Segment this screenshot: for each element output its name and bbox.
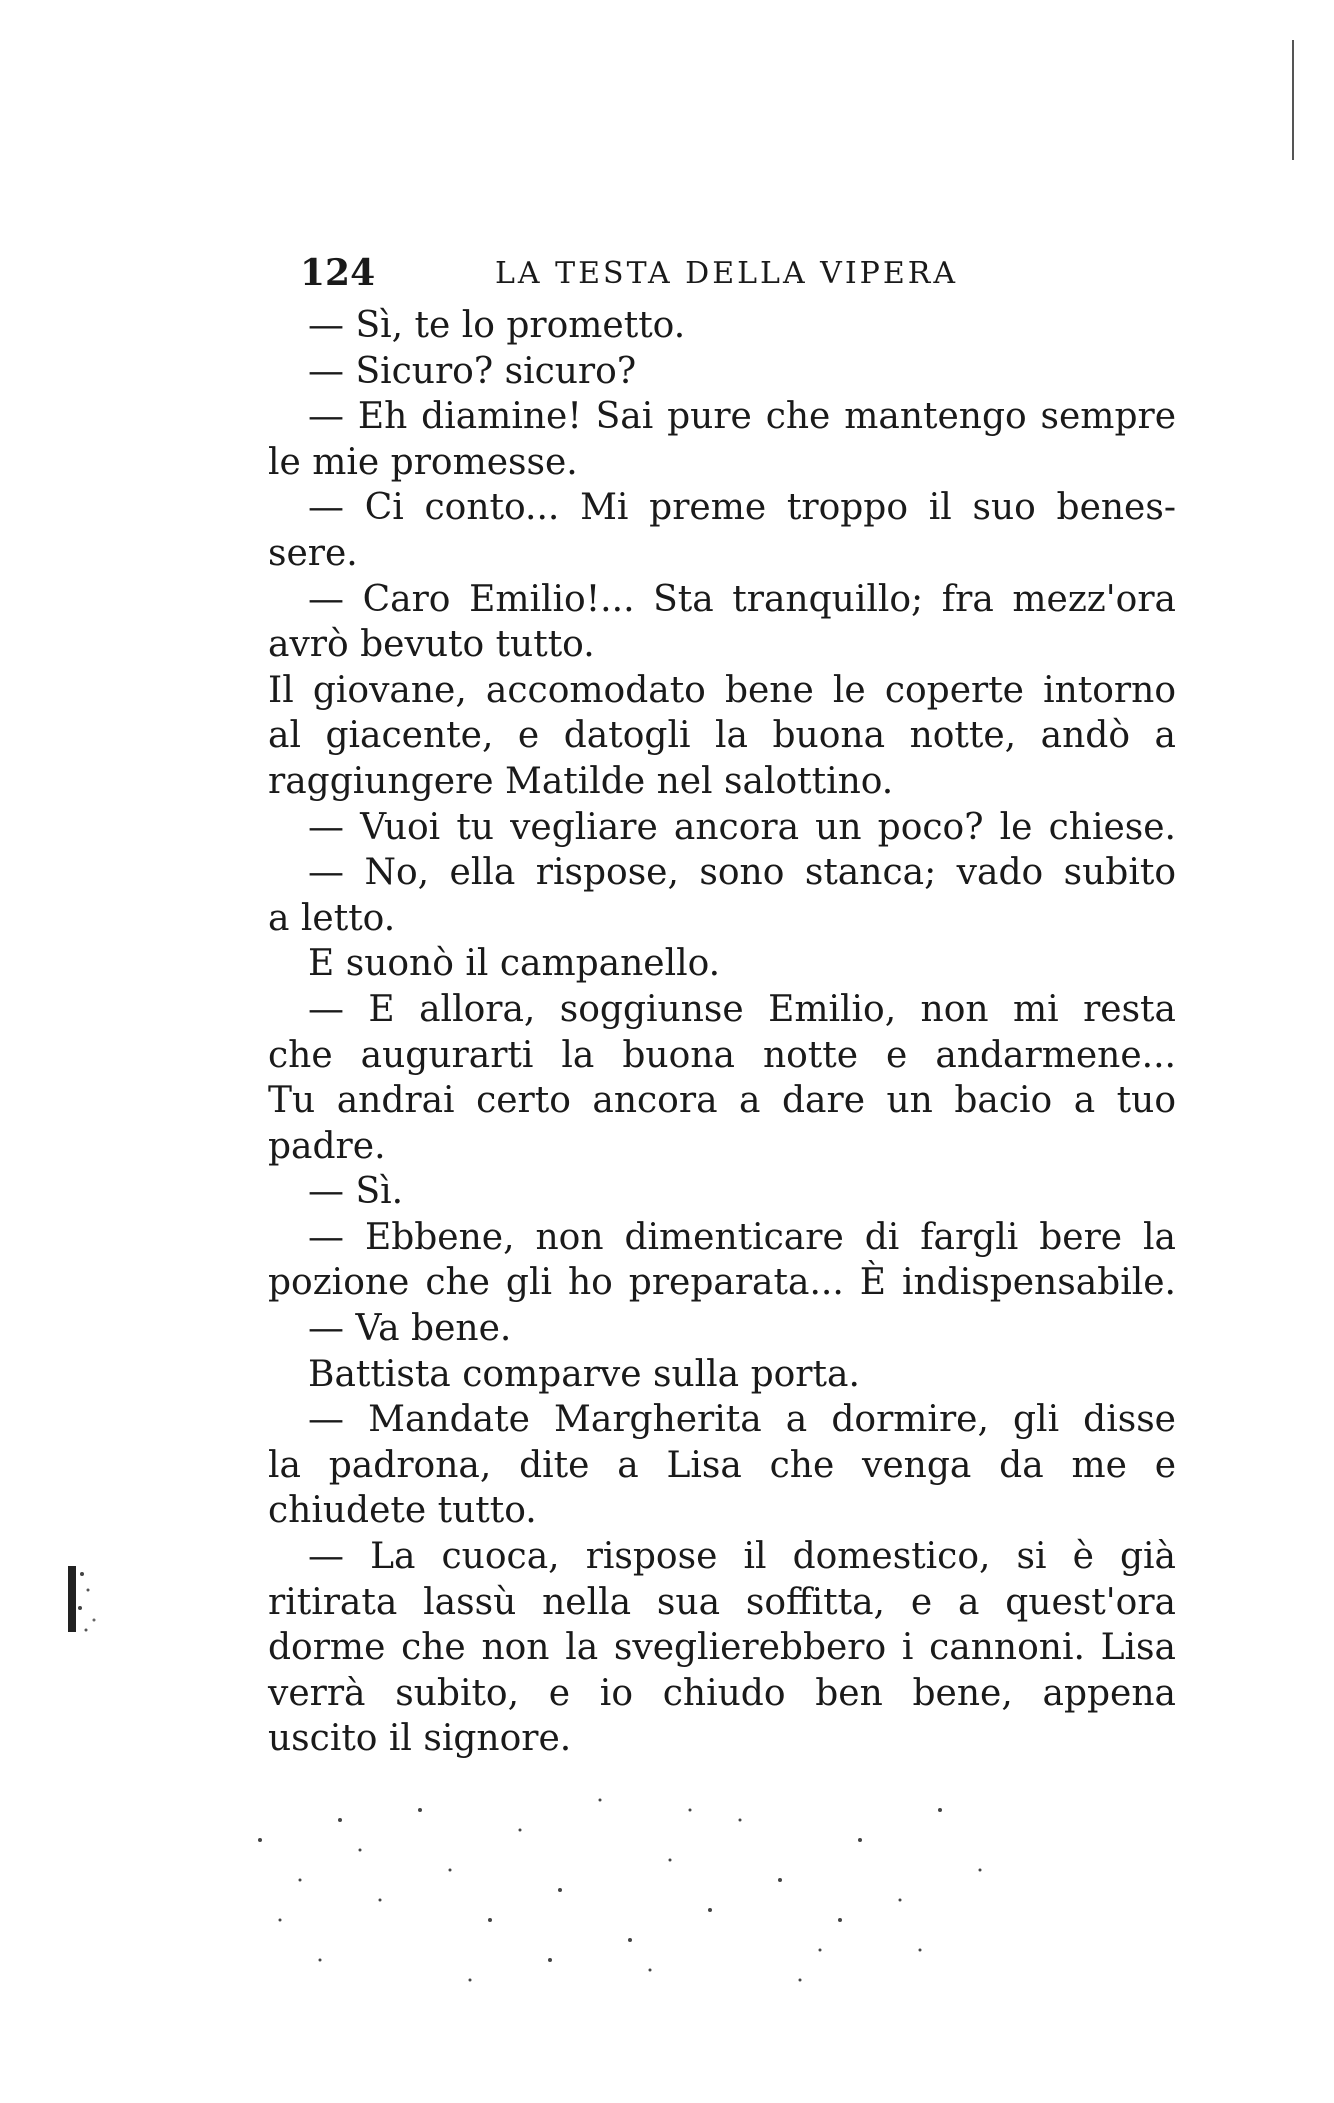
text-line: Il giovane, accomodato bene le coperte intorno [268, 669, 1176, 711]
text-line: — E allora, soggiunse Emilio, non mi resta [308, 988, 1176, 1030]
text-line: le mie promesse. [268, 441, 578, 483]
text-line: Tu andrai certo ancora a dare un bacio a tuo [268, 1080, 1176, 1122]
text-line: — Caro Emilio!... Sta tranquillo; fra mezz'ora [308, 578, 1176, 620]
text-line: — No, ella rispose, sono stanca; vado subito [308, 852, 1176, 894]
text-line: — Mandate Margherita a dormire, gli disse [308, 1399, 1176, 1441]
text-line: dorme che non la sveglierebbero i cannoni. Lisa [268, 1627, 1176, 1669]
text-line: Battista comparve sulla porta. [308, 1353, 860, 1395]
bottom-speckle [220, 1780, 1040, 2000]
text-line: raggiungere Matilde nel salottino. [268, 760, 894, 802]
page-number: 124 [300, 252, 376, 294]
text-line: — Ebbene, non dimenticare di fargli bere la [308, 1216, 1176, 1258]
text-line: — Sicuro? sicuro? [308, 350, 637, 392]
text-line: — Ci conto... Mi preme troppo il suo benes- [308, 487, 1176, 529]
text-line: — La cuoca, rispose il domestico, si è già [308, 1536, 1176, 1578]
page-header [300, 252, 1180, 300]
page-edge-rule [1292, 40, 1294, 160]
text-line: E suonò il campanello. [308, 943, 721, 985]
text-line: la padrona, dite a Lisa che venga da me e [268, 1444, 1176, 1486]
body-text [268, 303, 1176, 1762]
text-line: — Eh diamine! Sai pure che mantengo sempre [308, 396, 1176, 438]
text-line: al giacente, e datogli la buona notte, andò a [268, 715, 1176, 757]
text-line: — Sì. [308, 1171, 404, 1213]
text-line: — Va bene. [308, 1308, 512, 1350]
text-line: a letto. [268, 897, 396, 939]
text-line: ritirata lassù nella sua soffitta, e a quest'ora [268, 1581, 1176, 1623]
text-line: — Vuoi tu vegliare ancora un poco? le chiese. [308, 806, 1176, 848]
text-line: verrà subito, e io chiudo ben bene, appena [268, 1672, 1176, 1714]
text-line: padre. [268, 1125, 386, 1167]
text-line: che augurarti la buona notte e andarmene... [268, 1034, 1176, 1076]
margin-smudge [60, 1560, 120, 1640]
text-line: uscito il signore. [268, 1718, 572, 1760]
text-line: sere. [268, 532, 358, 574]
text-line: — Sì, te lo prometto. [308, 305, 686, 346]
text-line: pozione che gli ho preparata... È indispensabile. [268, 1262, 1176, 1304]
text-line: avrò bevuto tutto. [268, 624, 595, 666]
running-title: LA TESTA DELLA VIPERA [495, 256, 959, 291]
text-line: chiudete tutto. [268, 1490, 537, 1532]
